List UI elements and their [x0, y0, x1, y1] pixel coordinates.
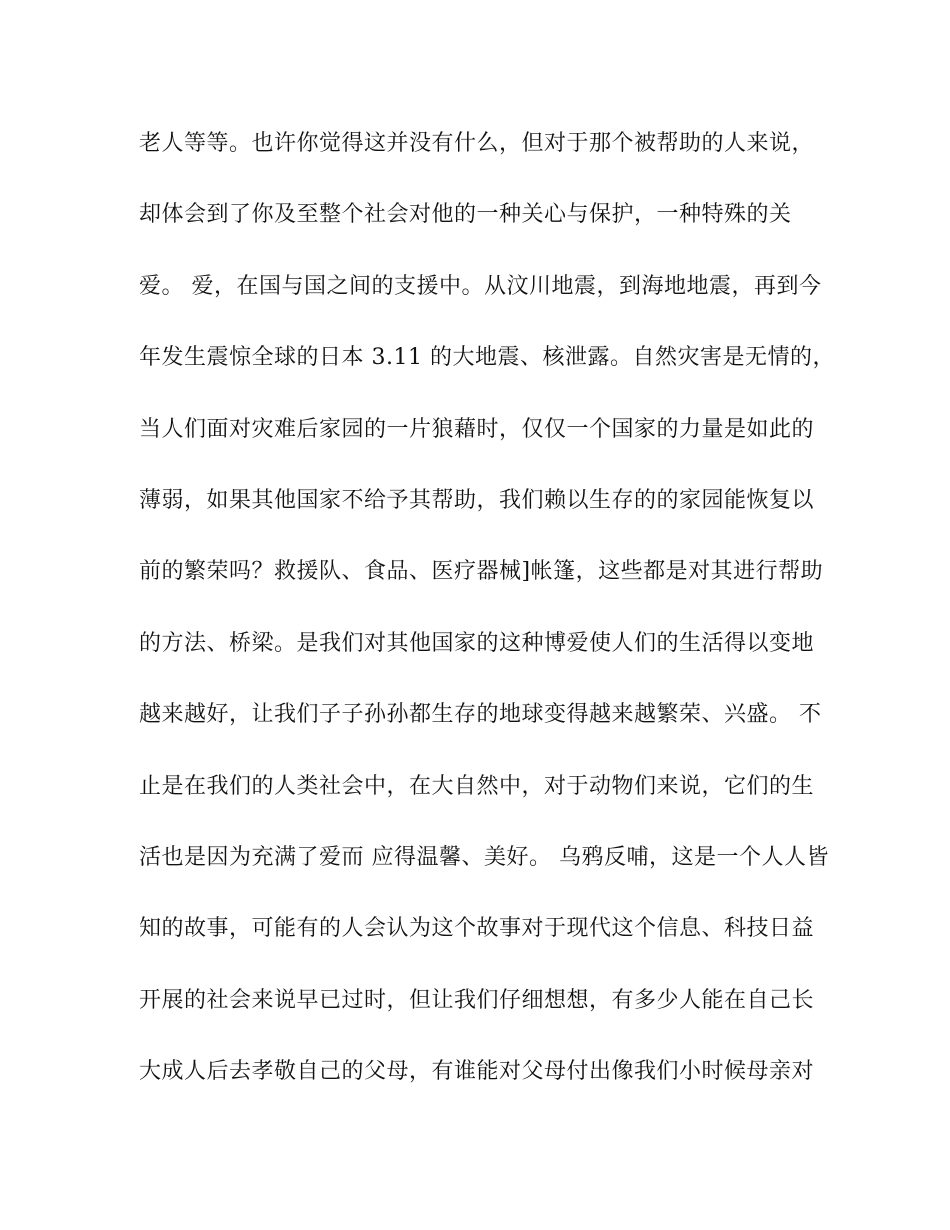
text-line: 却体会到了你及至整个社会对他的一种关心与保护，一种特殊的关 — [139, 202, 792, 228]
text-line: 知的故事，可能有的人会认为这个故事对于现代这个信息、科技日益 — [139, 916, 815, 942]
text-line: 年发生震惊全球的日本 3.11 的大地震、核泄露。自然灾害是无情的， — [139, 345, 835, 371]
text-line: 止是在我们的人类社会中，在大自然中，对于动物们来说，它们的生 — [139, 773, 815, 799]
text-line: 越来越好，让我们子子孙孙都生存的地球变得越来越繁荣、兴盛。 不 — [139, 702, 822, 728]
text-line: 老人等等。也许你觉得这并没有什么，但对于那个被帮助的人来说， — [139, 131, 815, 156]
text-line: 活也是因为充满了爱而 应得温馨、美好。 乌鸦反哺，这是一个人人皆 — [139, 844, 829, 870]
text-line: 大成人后去孝敬自己的父母，有谁能对父母付出像我们小时候母亲对 — [139, 1059, 815, 1085]
text-line: 的方法、桥梁。是我们对其他国家的这种博爱使人们的生活得以变地 — [139, 630, 815, 656]
text-line: 开展的社会来说早已过时，但让我们仔细想想，有多少人能在自己长 — [139, 987, 815, 1013]
text-line: 薄弱，如果其他国家不给予其帮助，我们赖以生存的的家园能恢复以 — [139, 487, 815, 513]
text-line: 前的繁荣吗？救援队、食品、医疗器械]帐篷，这些都是对其进行帮助 — [139, 559, 824, 585]
body-text — [139, 117, 835, 1099]
text-line: 当人们面对灾难后家园的一片狼藉时，仅仅一个国家的力量是如此的 — [139, 416, 815, 442]
text-line: 爱。 爱，在国与国之间的支援中。从汶川地震，到海地地震，再到今 — [139, 273, 822, 299]
